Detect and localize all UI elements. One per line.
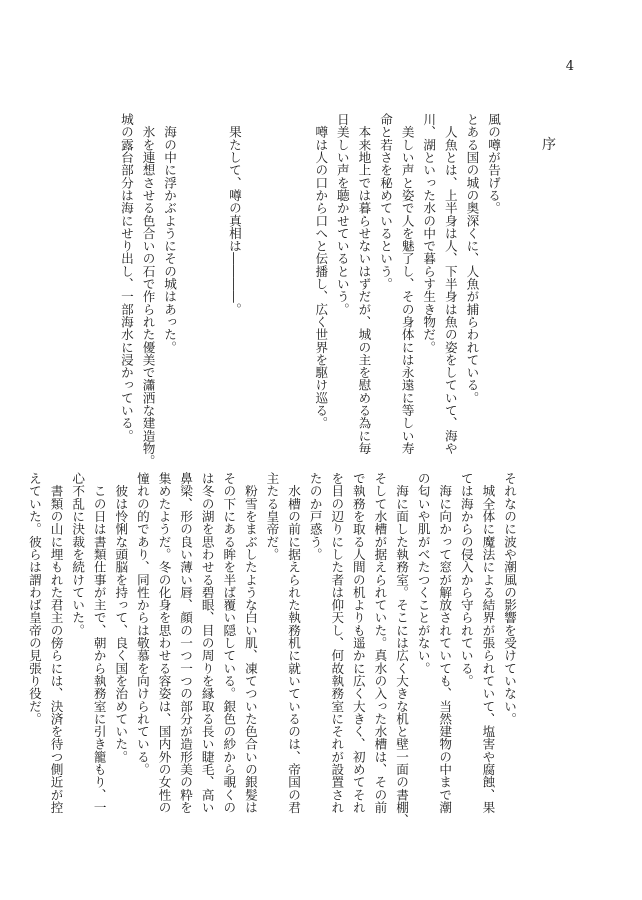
text-line: 集めたようだ。冬の化身を思わせる容姿は、国内外の女性の <box>156 472 172 814</box>
text-line: で執務を取る人間の机よりも遥かに広く大きく、初めてそれ <box>350 472 366 814</box>
text-line: 海に面した執務室。そこには広く大きな机と壁一面の書棚、 <box>394 472 410 827</box>
text-line: 粉雪をまぶしたような白い肌、凍てついた色合いの銀髪は <box>242 472 258 814</box>
text-line: 風の噂が告げる。 <box>486 113 501 215</box>
text-line: は冬の湖を思わせる碧眼、目の周りを縁取る長い睫毛、高い <box>199 472 215 814</box>
text-line: 彼は怜悧な頭脳を持って、良く国を治めていた。 <box>113 472 129 763</box>
text-line: 本来地上では暮らせないはずだが、城の主を慰める為に毎 <box>356 113 372 455</box>
text-line <box>202 113 224 467</box>
text-line: の匂いや肌がべたつくことがない。 <box>415 472 431 675</box>
text-line <box>180 113 202 467</box>
text-line: とある国の城の奥深くに、人魚が捕らわれている。 <box>464 113 480 404</box>
text-line: えていた。彼らは謂わば皇帝の見張り役だ。 <box>26 472 42 725</box>
text-line: そして水槽が据えられていた。真水の入った水槽は、その前 <box>372 472 388 814</box>
prologue-text-upper <box>115 113 504 467</box>
text-line: 氷を連想させる色合いの石で作られた優美で瀟洒な建造物。 <box>140 113 156 468</box>
text-line: 海の中に浮かぶようにその城はあった。 <box>162 113 178 354</box>
page-number: 4 <box>565 59 574 74</box>
text-line <box>266 113 288 467</box>
text-line: 鼻梁、形の良い薄い唇、顔の一つ一つの部分が造形美の粋を <box>178 472 194 814</box>
text-line: 城の露台部分は海にせり出し、一部海水に浸かっている。 <box>118 113 134 442</box>
text-line: 城全体に魔法による結界が張られていて、塩害や腐蝕、果 <box>480 472 496 814</box>
text-line: 水槽の前に据えられた執務机に就いているのは、帝国の君 <box>286 472 302 814</box>
text-line: 噂は人の口から口へと伝播し、広く世界を駆け巡る。 <box>313 113 329 430</box>
prologue-text-lower <box>23 472 520 826</box>
text-line: 果たして、噂の真相は――――。 <box>226 113 242 316</box>
text-line: 命と若さを秘めているという。 <box>378 113 394 291</box>
text-line: その下にある眸を半ば覆い隠している。銀色の紗から覗くの <box>221 472 237 814</box>
text-line: ては海からの侵入から守られている。 <box>458 472 474 688</box>
chapter-heading: 序 <box>542 137 556 153</box>
text-line: 海に向かって窓が解放されていても、当然建物の中まで潮 <box>437 472 453 814</box>
text-line: を目の辺りにした者は仰天し、何故執務室にそれが設置され <box>329 472 345 814</box>
text-line: 美しい声と姿で人を魅了し、その身体には永遠に等しい寿 <box>399 113 415 455</box>
text-line <box>288 113 310 467</box>
text-line: 人魚とは、上半身は人、下半身は魚の姿をしていて、海や <box>442 113 458 455</box>
text-line: それなのに波や潮風の影響を受けていない。 <box>502 472 517 725</box>
text-line: 憧れの的であり、同性からは敬慕を向けられている。 <box>134 472 150 776</box>
text-line: たのか戸惑う。 <box>307 472 323 561</box>
text-line: 主たる皇帝だ。 <box>264 472 280 561</box>
text-line: この日は書類仕事が主で、朝から執務室に引き籠もり、一 <box>91 472 107 814</box>
text-line: 川、湖といった水の中で暮らす生き物だ。 <box>421 113 437 354</box>
text-line: 心不乱に決裁を続けていた。 <box>70 472 86 637</box>
text-line: 日美しい声を聴かせているという。 <box>334 113 350 316</box>
text-line <box>245 113 267 467</box>
text-line: 書類の山に埋もれた君主の傍らには、決済を待つ側近が控 <box>48 472 64 814</box>
